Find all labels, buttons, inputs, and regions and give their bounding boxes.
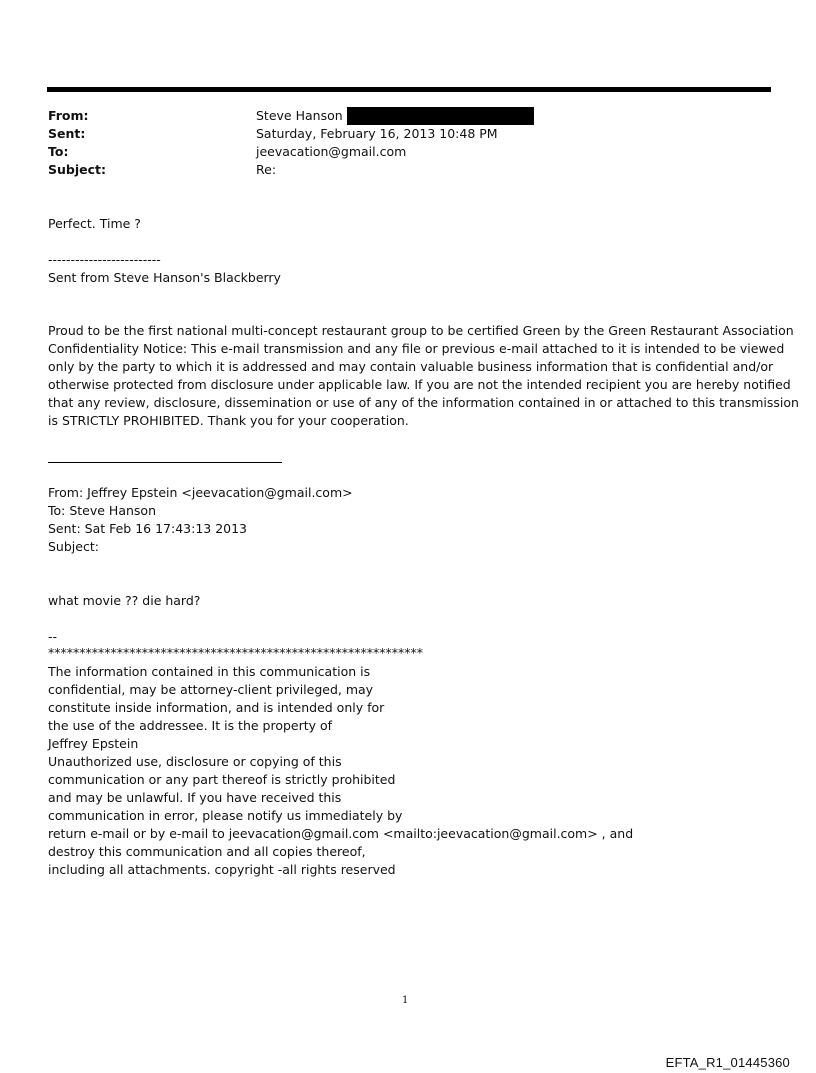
- email-header: [48, 107, 534, 179]
- from-row: [48, 107, 534, 125]
- original-sent: Sent: Sat Feb 16 17:43:13 2013: [48, 521, 248, 536]
- signature-separator: -------------------------: [48, 252, 161, 267]
- document-id: EFTA_R1_01445360: [665, 1055, 790, 1070]
- notice-line: communication in error, please notify us immediately by: [48, 808, 403, 823]
- subject-row: [48, 161, 534, 179]
- sent-row: [48, 125, 534, 143]
- from-name: Steve Hanson: [256, 107, 343, 123]
- confidentiality-disclaimer: [48, 322, 799, 430]
- reply-body: Perfect. Time ?: [48, 216, 141, 231]
- notice-line: and may be unlawful. If you have received this: [48, 790, 342, 805]
- signature-dash: --: [48, 629, 58, 644]
- subject-value: Re:: [256, 162, 277, 177]
- to-row: [48, 143, 534, 161]
- redaction-block: [347, 107, 534, 125]
- disclaimer-line: that any review, disclosure, dissemination or use of any of the information contained in or attached to this transmission: [48, 395, 799, 410]
- subject-label: Subject:: [48, 162, 106, 177]
- from-value: [256, 107, 534, 126]
- notice-line: Jeffrey Epstein: [48, 736, 139, 751]
- quote-divider: [48, 462, 282, 463]
- page-number: 1: [402, 995, 409, 1006]
- to-label: To:: [48, 144, 69, 159]
- legal-notice: [48, 663, 633, 879]
- notice-line: including all attachments. copyright -all rights reserved: [48, 862, 396, 877]
- original-to: To: Steve Hanson: [48, 503, 156, 518]
- header-divider: [47, 87, 771, 92]
- notice-line: constitute inside information, and is intended only for: [48, 700, 385, 715]
- sent-label: Sent:: [48, 126, 86, 141]
- star-divider: ************************************************************: [48, 645, 423, 660]
- notice-line: confidential, may be attorney-client privileged, may: [48, 682, 374, 697]
- disclaimer-line: is STRICTLY PROHIBITED. Thank you for your cooperation.: [48, 413, 409, 428]
- original-body: what movie ?? die hard?: [48, 593, 201, 608]
- notice-line: The information contained in this communication is: [48, 664, 371, 679]
- notice-line: return e-mail or by e-mail to jeevacation@gmail.com <mailto:jeevacation@gmail.com> , and: [48, 826, 634, 841]
- reply-signature: Sent from Steve Hanson's Blackberry: [48, 270, 281, 285]
- disclaimer-line: Confidentiality Notice: This e-mail transmission and any file or previous e-mail attached to it is intended to be viewed: [48, 341, 785, 356]
- sent-value: Saturday, February 16, 2013 10:48 PM: [256, 126, 498, 141]
- to-value: jeevacation@gmail.com: [256, 144, 407, 159]
- from-label: From:: [48, 108, 89, 123]
- disclaimer-line: otherwise protected from disclosure under applicable law. If you are not the intended recipient you are hereby notified: [48, 377, 791, 392]
- disclaimer-line: only by the party to which it is addressed and may contain valuable business information that is confidential and/or: [48, 359, 774, 374]
- notice-line: the use of the addressee. It is the property of: [48, 718, 333, 733]
- original-subject: Subject:: [48, 539, 99, 554]
- original-from: From: Jeffrey Epstein <jeevacation@gmail.com>: [48, 485, 353, 500]
- original-message-header: [48, 484, 353, 556]
- notice-line: Unauthorized use, disclosure or copying of this: [48, 754, 342, 769]
- notice-line: communication or any part thereof is strictly prohibited: [48, 772, 396, 787]
- disclaimer-line: Proud to be the first national multi-concept restaurant group to be certified Green by the Green Restaurant Association: [48, 323, 794, 338]
- notice-line: destroy this communication and all copies thereof,: [48, 844, 366, 859]
